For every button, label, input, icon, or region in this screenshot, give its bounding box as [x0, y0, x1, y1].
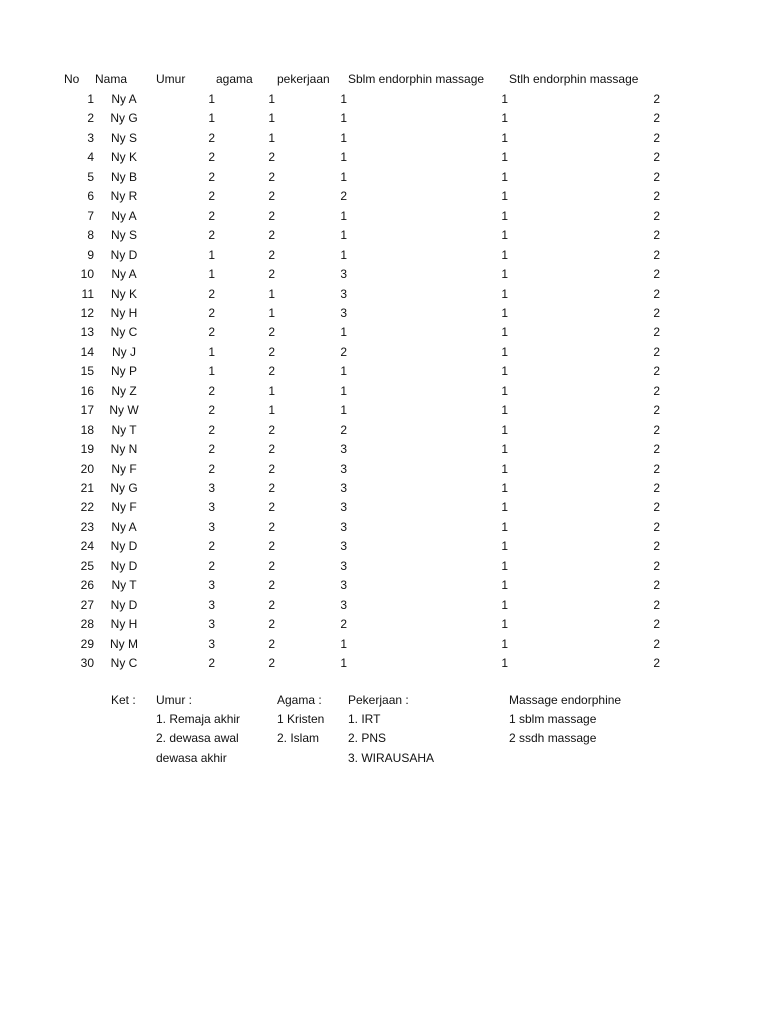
- row-nama: Ny W: [109, 403, 139, 417]
- row-agama: 2: [268, 150, 275, 164]
- row-agama: 2: [268, 462, 275, 476]
- row-agama: 2: [268, 189, 275, 203]
- row-nama: Ny A: [111, 520, 137, 534]
- header-stlh: Stlh endorphin massage: [509, 72, 639, 86]
- row-nama: Ny D: [110, 539, 138, 553]
- row-sblm: 1: [501, 423, 508, 437]
- row-sblm: 1: [501, 481, 508, 495]
- row-no: 9: [87, 248, 94, 262]
- row-pekerjaan: 2: [340, 423, 347, 437]
- row-sblm: 1: [501, 539, 508, 553]
- row-pekerjaan: 3: [340, 598, 347, 612]
- row-umur: 2: [208, 306, 215, 320]
- row-nama: Ny C: [110, 325, 138, 339]
- row-nama: Ny D: [110, 248, 138, 262]
- row-stlh: 2: [653, 539, 660, 553]
- row-pekerjaan: 1: [340, 92, 347, 106]
- row-stlh: 2: [653, 287, 660, 301]
- row-nama: Ny R: [110, 189, 138, 203]
- row-umur: 2: [208, 403, 215, 417]
- row-stlh: 2: [653, 306, 660, 320]
- row-no: 22: [80, 500, 94, 514]
- row-sblm: 1: [501, 111, 508, 125]
- row-umur: 2: [208, 384, 215, 398]
- row-pekerjaan: 3: [340, 267, 347, 281]
- row-pekerjaan: 3: [340, 287, 347, 301]
- row-pekerjaan: 2: [340, 617, 347, 631]
- row-nama: Ny D: [110, 559, 138, 573]
- row-agama: 1: [268, 111, 275, 125]
- row-pekerjaan: 2: [340, 189, 347, 203]
- row-umur: 3: [208, 481, 215, 495]
- row-agama: 2: [268, 598, 275, 612]
- row-no: 17: [80, 403, 94, 417]
- row-sblm: 1: [501, 150, 508, 164]
- row-umur: 1: [208, 364, 215, 378]
- row-nama: Ny G: [110, 481, 138, 495]
- row-stlh: 2: [653, 637, 660, 651]
- row-pekerjaan: 1: [340, 170, 347, 184]
- row-pekerjaan: 3: [340, 462, 347, 476]
- row-sblm: 1: [501, 637, 508, 651]
- row-pekerjaan: 1: [340, 637, 347, 651]
- row-sblm: 1: [501, 189, 508, 203]
- row-umur: 3: [208, 500, 215, 514]
- row-no: 27: [80, 598, 94, 612]
- row-nama: Ny T: [111, 423, 137, 437]
- row-umur: 2: [208, 325, 215, 339]
- row-sblm: 1: [501, 209, 508, 223]
- legend-massage-title: Massage endorphine: [509, 693, 622, 707]
- row-pekerjaan: 3: [340, 481, 347, 495]
- row-pekerjaan: 1: [340, 384, 347, 398]
- row-nama: Ny T: [111, 578, 137, 592]
- row-pekerjaan: 3: [340, 578, 347, 592]
- row-nama: Ny S: [110, 131, 137, 145]
- row-umur: 2: [208, 442, 215, 456]
- row-sblm: 1: [501, 364, 508, 378]
- row-agama: 1: [268, 287, 275, 301]
- row-agama: 2: [268, 423, 275, 437]
- row-agama: 2: [268, 209, 275, 223]
- row-sblm: 1: [501, 520, 508, 534]
- row-stlh: 2: [653, 403, 660, 417]
- row-agama: 2: [268, 170, 275, 184]
- row-nama: Ny M: [110, 637, 138, 651]
- row-umur: 3: [208, 617, 215, 631]
- row-no: 25: [80, 559, 94, 573]
- row-stlh: 2: [653, 170, 660, 184]
- row-umur: 1: [208, 92, 215, 106]
- row-stlh: 2: [653, 131, 660, 145]
- row-stlh: 2: [653, 189, 660, 203]
- header-sblm: Sblm endorphin massage: [348, 72, 485, 86]
- row-pekerjaan: 1: [340, 656, 347, 670]
- row-no: 20: [80, 462, 94, 476]
- row-agama: 2: [268, 228, 275, 242]
- row-agama: 2: [268, 325, 275, 339]
- row-nama: Ny K: [110, 150, 137, 164]
- row-no: 7: [87, 209, 94, 223]
- row-no: 30: [80, 656, 94, 670]
- row-umur: 1: [208, 248, 215, 262]
- row-pekerjaan: 1: [340, 131, 347, 145]
- row-pekerjaan: 1: [340, 111, 347, 125]
- row-no: 14: [80, 345, 94, 359]
- legend-pekerjaan-title: Pekerjaan :: [348, 693, 409, 707]
- row-stlh: 2: [653, 462, 660, 476]
- legend-pekerjaan-item-1: 1. IRT: [348, 712, 381, 726]
- row-nama: Ny A: [111, 92, 137, 106]
- row-umur: 2: [208, 150, 215, 164]
- row-stlh: 2: [653, 364, 660, 378]
- row-no: 5: [87, 170, 94, 184]
- row-stlh: 2: [653, 384, 660, 398]
- row-stlh: 2: [653, 267, 660, 281]
- row-pekerjaan: 3: [340, 442, 347, 456]
- legend-agama-item-1: 1 Kristen: [277, 712, 325, 726]
- row-stlh: 2: [653, 481, 660, 495]
- row-nama: Ny K: [110, 287, 137, 301]
- row-umur: 3: [208, 598, 215, 612]
- row-nama: Ny H: [110, 306, 138, 320]
- row-agama: 2: [268, 500, 275, 514]
- row-pekerjaan: 3: [340, 500, 347, 514]
- row-pekerjaan: 3: [340, 306, 347, 320]
- row-umur: 2: [208, 131, 215, 145]
- row-sblm: 1: [501, 500, 508, 514]
- legend-umur-item-3: dewasa akhir: [156, 751, 227, 765]
- row-sblm: 1: [501, 598, 508, 612]
- row-pekerjaan: 3: [340, 520, 347, 534]
- row-no: 4: [87, 150, 94, 164]
- row-agama: 1: [268, 403, 275, 417]
- row-agama: 1: [268, 131, 275, 145]
- row-sblm: 1: [501, 617, 508, 631]
- row-stlh: 2: [653, 345, 660, 359]
- row-sblm: 1: [501, 170, 508, 184]
- legend-umur-item-1: 1. Remaja akhir: [156, 712, 241, 726]
- legend-agama-item-2: 2. Islam: [277, 731, 320, 745]
- row-agama: 2: [268, 539, 275, 553]
- row-agama: 1: [268, 92, 275, 106]
- row-no: 8: [87, 228, 94, 242]
- row-no: 10: [80, 267, 94, 281]
- row-no: 6: [87, 189, 94, 203]
- row-no: 11: [81, 287, 94, 301]
- row-agama: 2: [268, 578, 275, 592]
- row-stlh: 2: [653, 209, 660, 223]
- legend-pekerjaan-item-2: 2. PNS: [348, 731, 387, 745]
- row-sblm: 1: [501, 92, 508, 106]
- row-no: 12: [80, 306, 94, 320]
- row-umur: 3: [208, 520, 215, 534]
- legend-massage-item-2: 2 ssdh massage: [509, 731, 597, 745]
- row-no: 1: [87, 92, 94, 106]
- legend-agama-title: Agama :: [277, 693, 322, 707]
- row-umur: 3: [208, 637, 215, 651]
- row-sblm: 1: [501, 345, 508, 359]
- row-stlh: 2: [653, 442, 660, 456]
- row-sblm: 1: [501, 131, 508, 145]
- row-sblm: 1: [501, 384, 508, 398]
- header-no: No: [64, 72, 80, 86]
- row-umur: 2: [208, 559, 215, 573]
- legend-umur-title: Umur :: [156, 693, 192, 707]
- row-pekerjaan: 3: [340, 539, 347, 553]
- row-no: 3: [87, 131, 94, 145]
- row-umur: 2: [208, 209, 215, 223]
- row-nama: Ny S: [110, 228, 137, 242]
- row-umur: 2: [208, 462, 215, 476]
- row-agama: 2: [268, 481, 275, 495]
- row-pekerjaan: 1: [340, 209, 347, 223]
- row-stlh: 2: [653, 656, 660, 670]
- row-nama: Ny A: [111, 267, 137, 281]
- row-umur: 1: [208, 111, 215, 125]
- legend-umur-item-2: 2. dewasa awal: [156, 731, 239, 745]
- row-nama: Ny F: [111, 500, 137, 514]
- row-umur: 2: [208, 423, 215, 437]
- row-agama: 1: [268, 384, 275, 398]
- row-agama: 2: [268, 617, 275, 631]
- row-nama: Ny Z: [111, 384, 137, 398]
- row-sblm: 1: [501, 462, 508, 476]
- row-nama: Ny G: [110, 111, 138, 125]
- row-sblm: 1: [501, 267, 508, 281]
- row-agama: 2: [268, 364, 275, 378]
- row-sblm: 1: [501, 403, 508, 417]
- row-sblm: 1: [501, 578, 508, 592]
- row-agama: 2: [268, 559, 275, 573]
- row-stlh: 2: [653, 228, 660, 242]
- header-nama: Nama: [95, 72, 128, 86]
- row-sblm: 1: [501, 287, 508, 301]
- row-nama: Ny N: [110, 442, 138, 456]
- row-nama: Ny F: [111, 462, 137, 476]
- legend-massage-item-1: 1 sblm massage: [509, 712, 597, 726]
- header-umur: Umur: [156, 72, 186, 86]
- row-sblm: 1: [501, 559, 508, 573]
- row-stlh: 2: [653, 500, 660, 514]
- row-no: 23: [80, 520, 94, 534]
- row-umur: 2: [208, 656, 215, 670]
- row-stlh: 2: [653, 150, 660, 164]
- row-stlh: 2: [653, 617, 660, 631]
- row-umur: 3: [208, 578, 215, 592]
- row-stlh: 2: [653, 111, 660, 125]
- row-nama: Ny P: [110, 364, 137, 378]
- row-no: 26: [80, 578, 94, 592]
- row-umur: 2: [208, 287, 215, 301]
- row-no: 15: [80, 364, 94, 378]
- legend-label: Ket :: [111, 693, 136, 707]
- row-umur: 2: [208, 539, 215, 553]
- row-stlh: 2: [653, 325, 660, 339]
- row-pekerjaan: 1: [340, 150, 347, 164]
- row-agama: 2: [268, 345, 275, 359]
- row-umur: 2: [208, 228, 215, 242]
- row-stlh: 2: [653, 423, 660, 437]
- legend-pekerjaan-item-3: 3. WIRAUSAHA: [348, 751, 435, 765]
- row-sblm: 1: [501, 325, 508, 339]
- row-pekerjaan: 1: [340, 248, 347, 262]
- row-stlh: 2: [653, 92, 660, 106]
- row-agama: 2: [268, 637, 275, 651]
- row-nama: Ny A: [111, 209, 137, 223]
- row-no: 28: [80, 617, 94, 631]
- row-no: 2: [87, 111, 94, 125]
- row-umur: 2: [208, 189, 215, 203]
- row-agama: 1: [268, 306, 275, 320]
- row-no: 29: [80, 637, 94, 651]
- row-pekerjaan: 1: [340, 228, 347, 242]
- row-umur: 1: [208, 267, 215, 281]
- row-no: 21: [80, 481, 94, 495]
- row-sblm: 1: [501, 248, 508, 262]
- row-stlh: 2: [653, 248, 660, 262]
- row-pekerjaan: 3: [340, 559, 347, 573]
- row-sblm: 1: [501, 656, 508, 670]
- row-nama: Ny H: [110, 617, 138, 631]
- row-agama: 2: [268, 248, 275, 262]
- row-pekerjaan: 1: [340, 403, 347, 417]
- row-no: 13: [80, 325, 94, 339]
- header-agama: agama: [216, 72, 253, 86]
- row-no: 24: [80, 539, 94, 553]
- row-nama: Ny J: [112, 345, 136, 359]
- row-no: 19: [80, 442, 94, 456]
- row-sblm: 1: [501, 306, 508, 320]
- row-pekerjaan: 1: [340, 364, 347, 378]
- row-umur: 1: [208, 345, 215, 359]
- row-no: 16: [80, 384, 94, 398]
- row-sblm: 1: [501, 442, 508, 456]
- row-nama: Ny D: [110, 598, 138, 612]
- row-nama: Ny C: [110, 656, 138, 670]
- row-sblm: 1: [501, 228, 508, 242]
- row-pekerjaan: 1: [340, 325, 347, 339]
- row-agama: 2: [268, 656, 275, 670]
- row-nama: Ny B: [110, 170, 137, 184]
- row-agama: 2: [268, 267, 275, 281]
- row-stlh: 2: [653, 578, 660, 592]
- row-agama: 2: [268, 520, 275, 534]
- row-stlh: 2: [653, 559, 660, 573]
- row-pekerjaan: 2: [340, 345, 347, 359]
- row-umur: 2: [208, 170, 215, 184]
- row-stlh: 2: [653, 598, 660, 612]
- row-agama: 2: [268, 442, 275, 456]
- row-stlh: 2: [653, 520, 660, 534]
- row-no: 18: [80, 423, 94, 437]
- header-pekerjaan: pekerjaan: [277, 72, 330, 86]
